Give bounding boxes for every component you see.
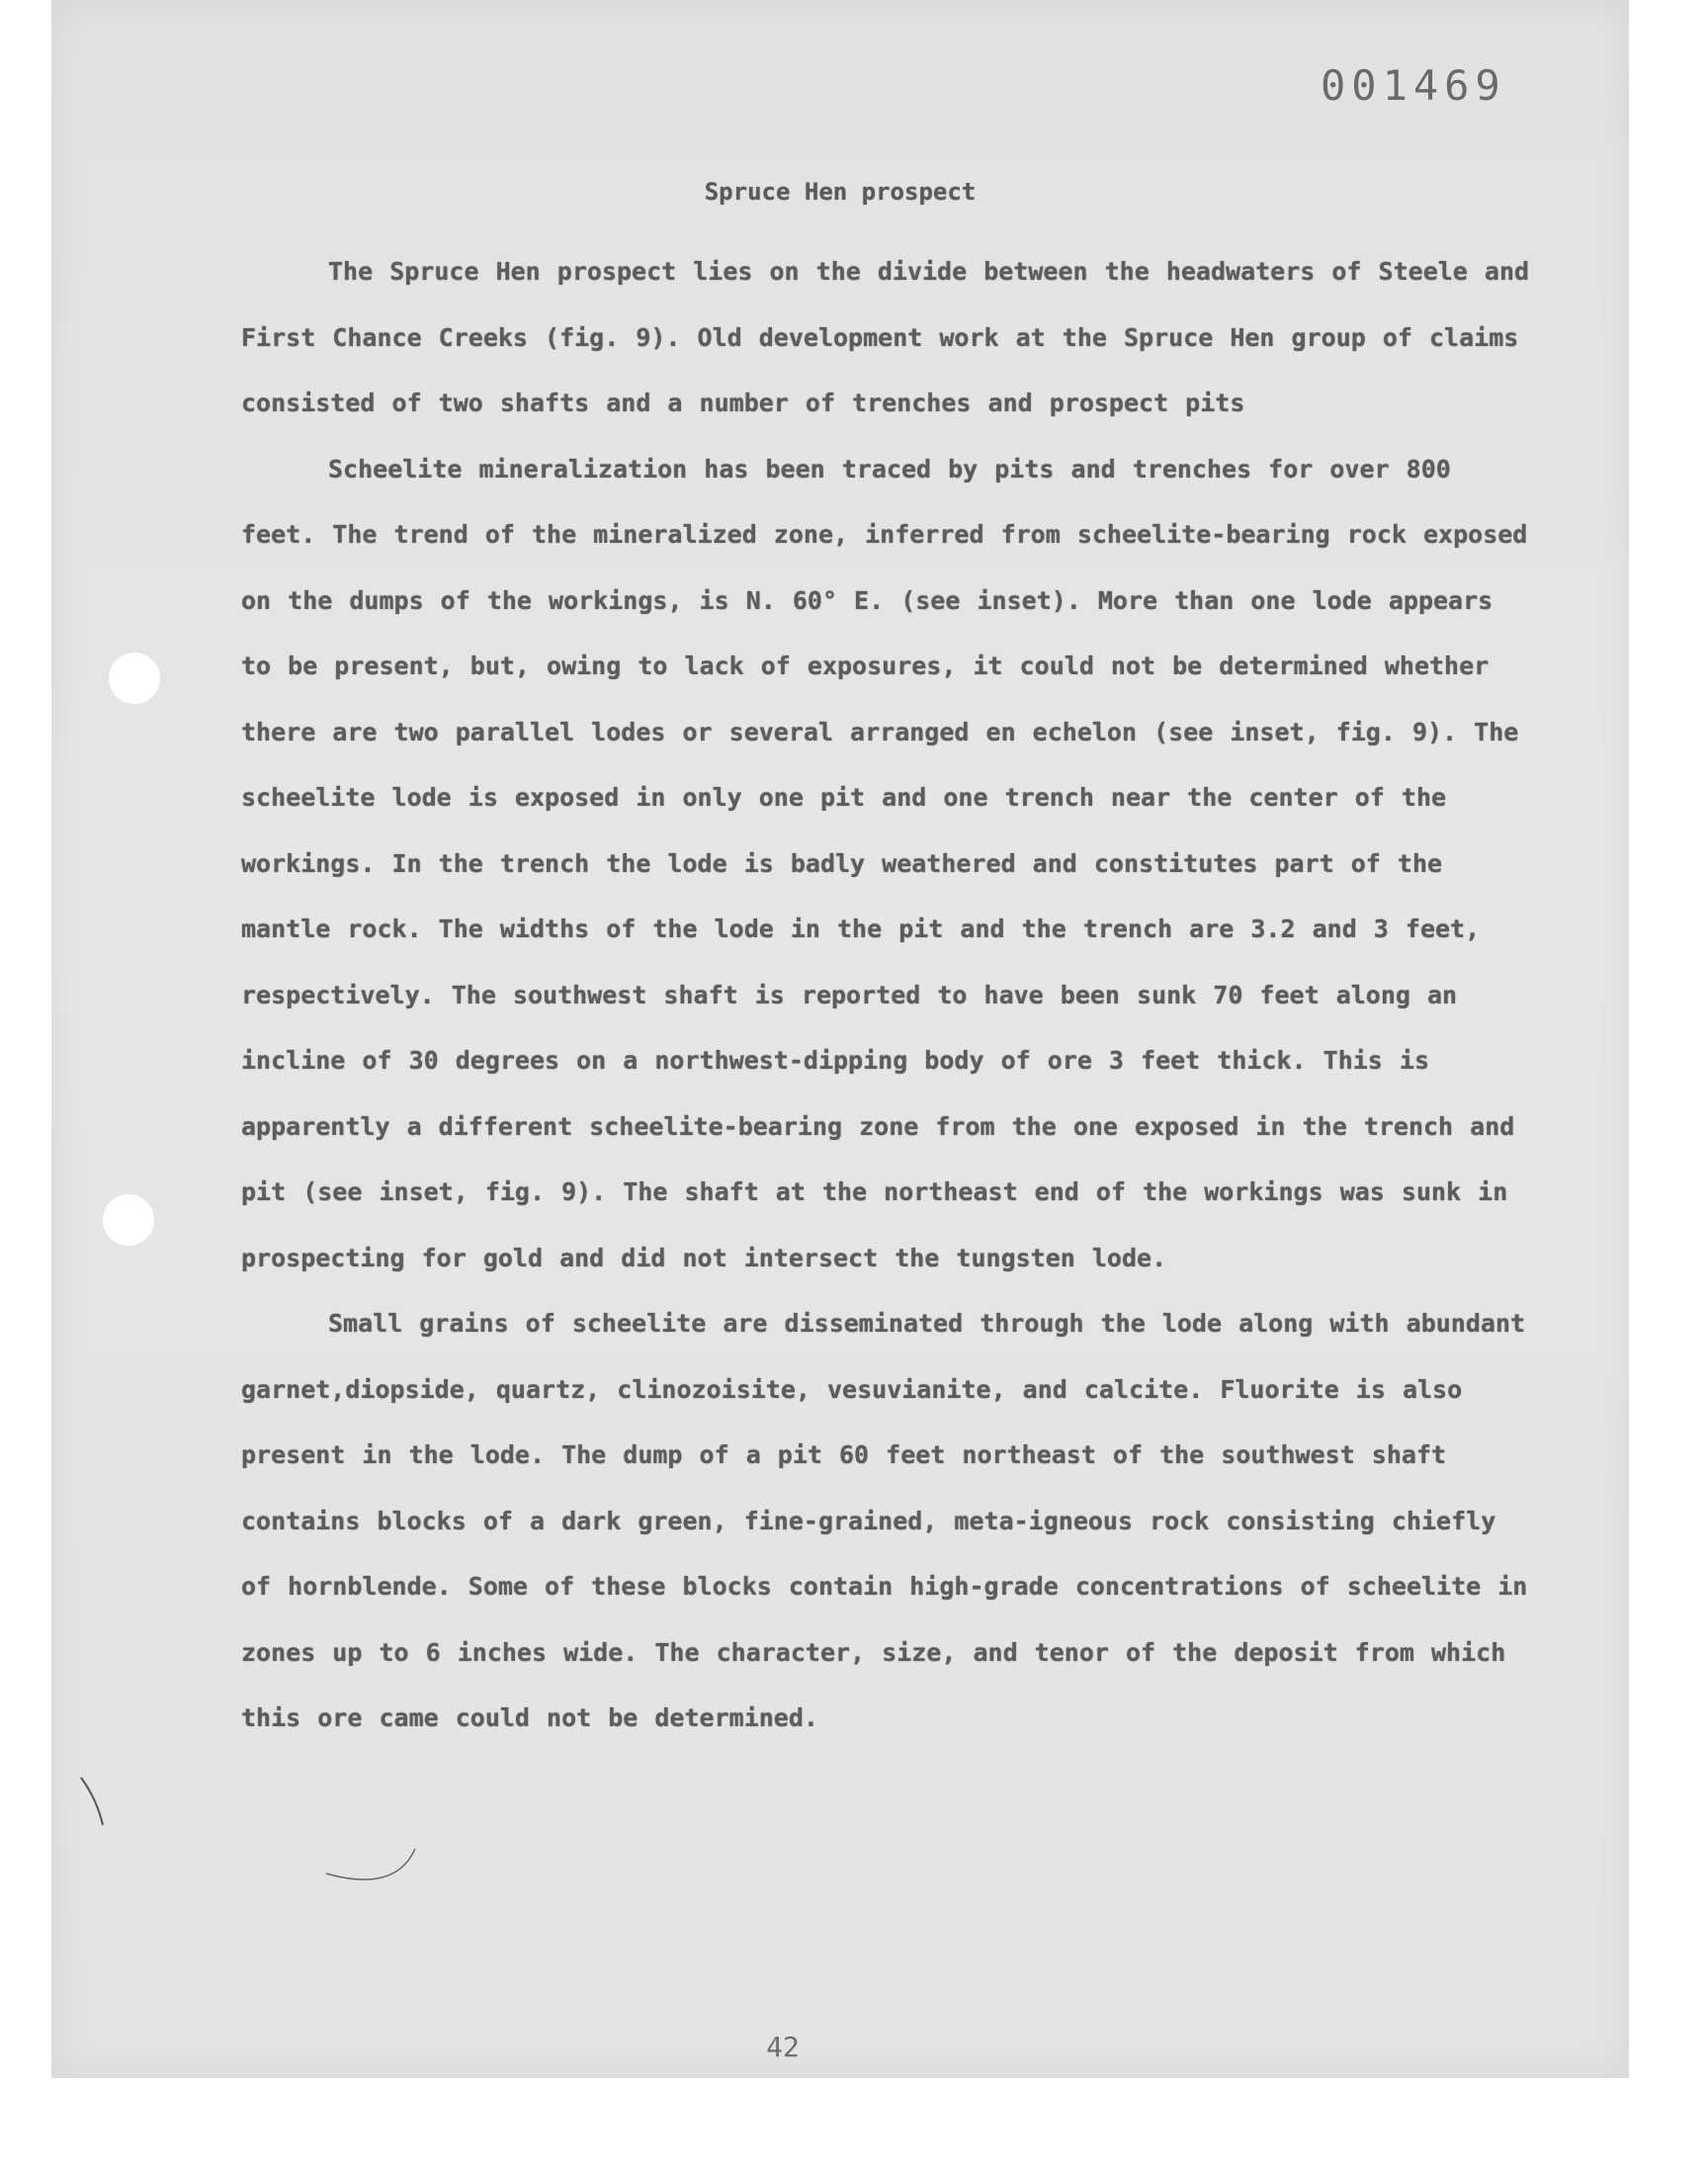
paragraph: Scheelite mineralization has been traced by pits and trenches for over 800 feet. The trend of the mineralized zone, inferred from scheelite-bearing rock exposed on the dumps of the workings, is N. 60° E. (see inset). More than one lode appears to be present, but, owing to lack of exposures, it could not be determined whether there are two parallel lodes or several arranged en echelon (see inset, fig. 9). The scheelite lode is exposed in only one pit and one trench near the center of the workings. In the trench the lode is badly weathered and constitutes part of the mantle rock. The widths of the lode in the pit and the trench are 3.2 and 3 feet, respectively. The southwest shaft is reported to have been sunk 70 feet along an incline of 30 degrees on a northwest-dipping body of ore 3 feet thick. This is apparently a different scheelite-bearing zone from the one exposed in the trench and pit (see inset, fig. 9). The shaft at the northeast end of the workings was sunk in prospecting for gold and did not intersect the tungsten lode. <box>241 454 1528 1272</box>
punch-hole <box>103 1194 154 1246</box>
paragraph: Small grains of scheelite are disseminated through the lode along with abundant garnet,diopside, quartz, clinozoisite, vesuvianite, and calcite. Fluorite is also present in the lode. The dump of a pit 60 feet northeast of the southwest shaft contains blocks of a dark green, fine-grained, meta-igneous rock consisting chiefly of hornblende. Some of these blocks contain high-grade concentrations of scheelite in zones up to 6 inches wide. The character, size, and tenor of the deposit from which this ore came could not be determined. <box>241 1309 1528 1732</box>
page-number: 42 <box>766 2031 800 2063</box>
scan-background <box>0 2078 1708 2175</box>
paragraph: The Spruce Hen prospect lies on the divide between the headwaters of Steele and First Chance Creeks (fig. 9). Old development work at the Spruce Hen group of claims consisted of two shafts and a number of trenches and prospect pits <box>241 257 1530 417</box>
page-title: Spruce Hen prospect <box>704 178 977 206</box>
punch-hole <box>109 652 160 704</box>
document-body <box>241 239 1532 1752</box>
document-number: 001469 <box>1321 61 1506 110</box>
